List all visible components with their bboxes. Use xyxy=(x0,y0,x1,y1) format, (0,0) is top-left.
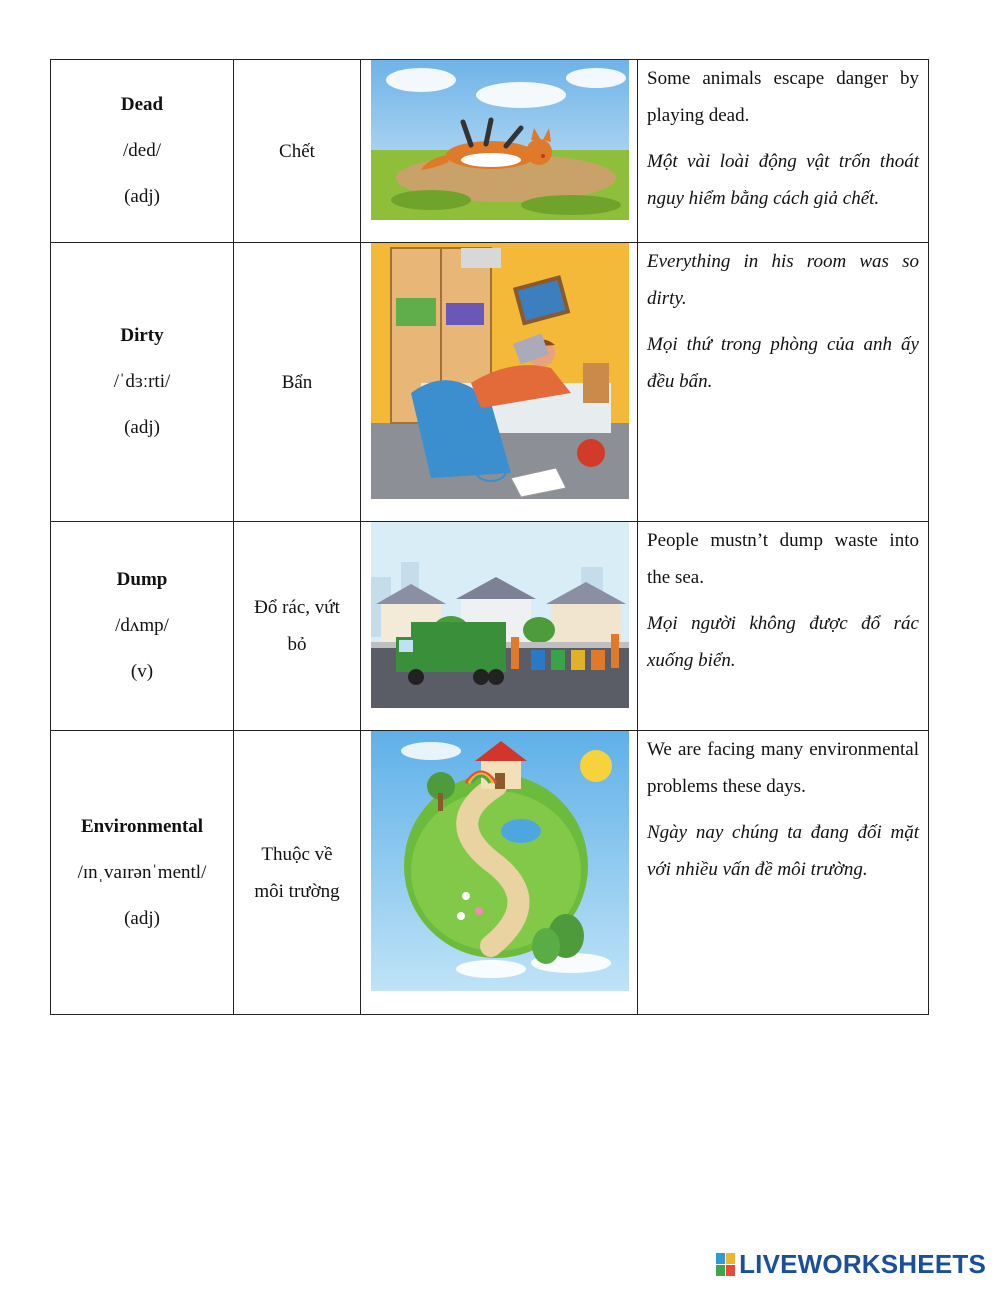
example-vietnamese: Mọi người không được đổ rác xuống biển. xyxy=(647,613,919,671)
garbage-truck-illustration xyxy=(371,522,629,708)
image-cell xyxy=(361,60,638,243)
example-english: People mustn’t dump waste into the sea. xyxy=(647,530,919,588)
liveworksheets-logo[interactable] xyxy=(716,1249,986,1280)
fox-playing-dead-illustration xyxy=(371,60,629,220)
meaning-cell xyxy=(234,243,361,522)
word-ipa: /ded/ xyxy=(123,140,161,161)
word-pos: (adj) xyxy=(124,186,160,207)
meaning-text: môi trường xyxy=(254,880,340,902)
example-cell xyxy=(638,522,929,731)
example-cell xyxy=(638,243,929,522)
meaning-text: Bẩn xyxy=(281,371,313,393)
meaning-text: bỏ xyxy=(287,634,307,655)
vocabulary-table xyxy=(50,59,929,1015)
meaning-text: Đổ rác, vứt xyxy=(254,597,340,618)
word-ipa: /ɪnˌvaɪrənˈmentl/ xyxy=(77,861,207,883)
example-english: We are facing many environmental problems these days. xyxy=(647,739,919,797)
word-cell xyxy=(51,731,234,1015)
word-pos: (adj) xyxy=(124,417,160,438)
word-term: Environmental xyxy=(80,815,204,837)
word-term: Dead xyxy=(120,94,164,115)
image-cell xyxy=(361,731,638,1015)
image-cell xyxy=(361,522,638,731)
table-row xyxy=(51,60,929,243)
word-pos: (adj) xyxy=(124,907,160,929)
example-cell xyxy=(638,731,929,1015)
meaning-text: Thuộc về xyxy=(261,843,333,865)
word-cell xyxy=(51,60,234,243)
image-cell xyxy=(361,243,638,522)
liveworksheets-logo-icon xyxy=(716,1253,735,1276)
example-vietnamese: Ngày nay chúng ta đang đối mặt với nhiều vấn đề môi trường. xyxy=(647,822,919,880)
meaning-text: Chết xyxy=(279,140,315,162)
word-cell xyxy=(51,522,234,731)
green-planet-illustration xyxy=(371,731,629,991)
meaning-cell xyxy=(234,60,361,243)
example-cell xyxy=(638,60,929,243)
messy-room-illustration xyxy=(371,243,629,499)
brand-name: LIVEWORKSHEETS xyxy=(739,1249,986,1279)
word-term: Dump xyxy=(116,569,168,590)
word-ipa: /ˈdɜːrti/ xyxy=(113,371,171,392)
table-row xyxy=(51,243,929,522)
meaning-cell xyxy=(234,522,361,731)
example-english: Some animals escape danger by playing dead. xyxy=(647,68,919,126)
table-row xyxy=(51,522,929,731)
example-vietnamese: Mọi thứ trong phòng của anh ấy đều bẩn. xyxy=(647,334,919,392)
example-vietnamese: Một vài loài động vật trốn thoát nguy hiểm bằng cách giả chết. xyxy=(647,151,919,209)
word-cell xyxy=(51,243,234,522)
example-english: Everything in his room was so dirty. xyxy=(647,251,919,309)
table-row xyxy=(51,731,929,1015)
word-ipa: /dʌmp/ xyxy=(115,615,169,636)
word-pos: (v) xyxy=(130,661,154,682)
word-term: Dirty xyxy=(120,325,164,346)
meaning-cell xyxy=(234,731,361,1015)
